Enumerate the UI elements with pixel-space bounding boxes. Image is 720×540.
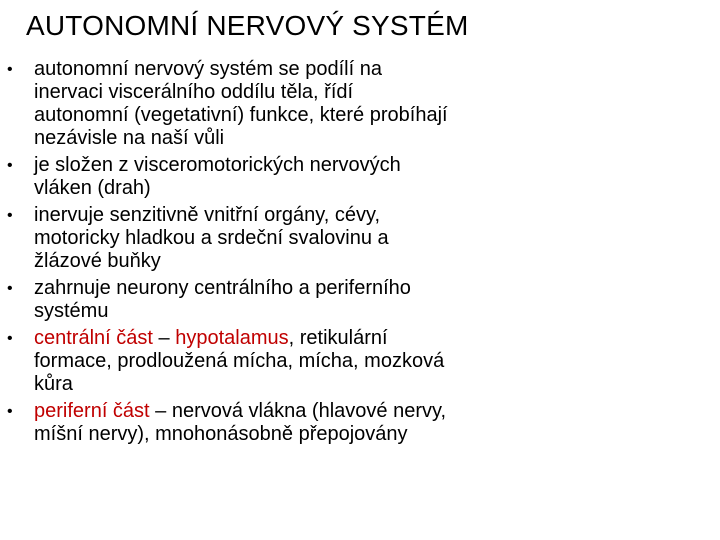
highlight-term: hypotalamus — [175, 327, 289, 349]
bullet-icon: • — [7, 207, 13, 224]
bullet-text-line: vláken (drah) — [34, 177, 151, 199]
bullet-text-line: žlázové buňky — [34, 250, 161, 272]
bullet-item — [0, 327, 680, 396]
bullet-text-line: nezávisle na naší vůli — [34, 127, 225, 149]
bullet-text-line — [34, 327, 680, 350]
bullet-item — [0, 277, 680, 323]
bullet-text-fragment: , retikulární — [288, 327, 388, 349]
bullet-text-line — [34, 400, 680, 423]
bullet-text-line: systému — [34, 300, 109, 322]
bullet-text-line: autonomní nervový systém se podílí na — [34, 58, 382, 80]
bullet-list — [0, 58, 680, 450]
bullet-icon: • — [7, 61, 13, 78]
bullet-text-line: motoricky hladkou a srdeční svalovinu a — [34, 227, 389, 249]
bullet-item — [0, 58, 680, 150]
bullet-text-fragment: – nervová vlákna (hlavové nervy, — [149, 400, 447, 422]
bullet-text-line: míšní nervy), mnohonásobně přepojovány — [34, 423, 408, 445]
highlight-term: centrální část — [34, 327, 153, 349]
bullet-text-line: zahrnuje neurony centrálního a periferního — [34, 277, 411, 299]
bullet-text-line: inervaci viscerálního oddílu těla, řídí — [34, 81, 354, 103]
slide-title: AUTONOMNÍ NERVOVÝ SYSTÉM — [26, 10, 469, 41]
highlight-term: periferní část — [34, 400, 150, 422]
bullet-icon: • — [7, 157, 13, 174]
bullet-item — [0, 204, 680, 273]
bullet-icon: • — [7, 280, 13, 297]
bullet-item — [0, 154, 680, 200]
dash-separator: – — [152, 327, 176, 349]
bullet-text-line: je složen z visceromotorických nervových — [34, 154, 401, 176]
bullet-icon: • — [7, 330, 13, 347]
bullet-text-line: inervuje senzitivně vnitřní orgány, cévy, — [34, 204, 381, 226]
bullet-text-line: formace, prodloužená mícha, mícha, mozková — [34, 350, 445, 372]
bullet-text-line: kůra — [34, 373, 73, 395]
bullet-text-line: autonomní (vegetativní) funkce, které probíhají — [34, 104, 448, 126]
bullet-item — [0, 400, 680, 446]
bullet-icon: • — [7, 403, 13, 420]
